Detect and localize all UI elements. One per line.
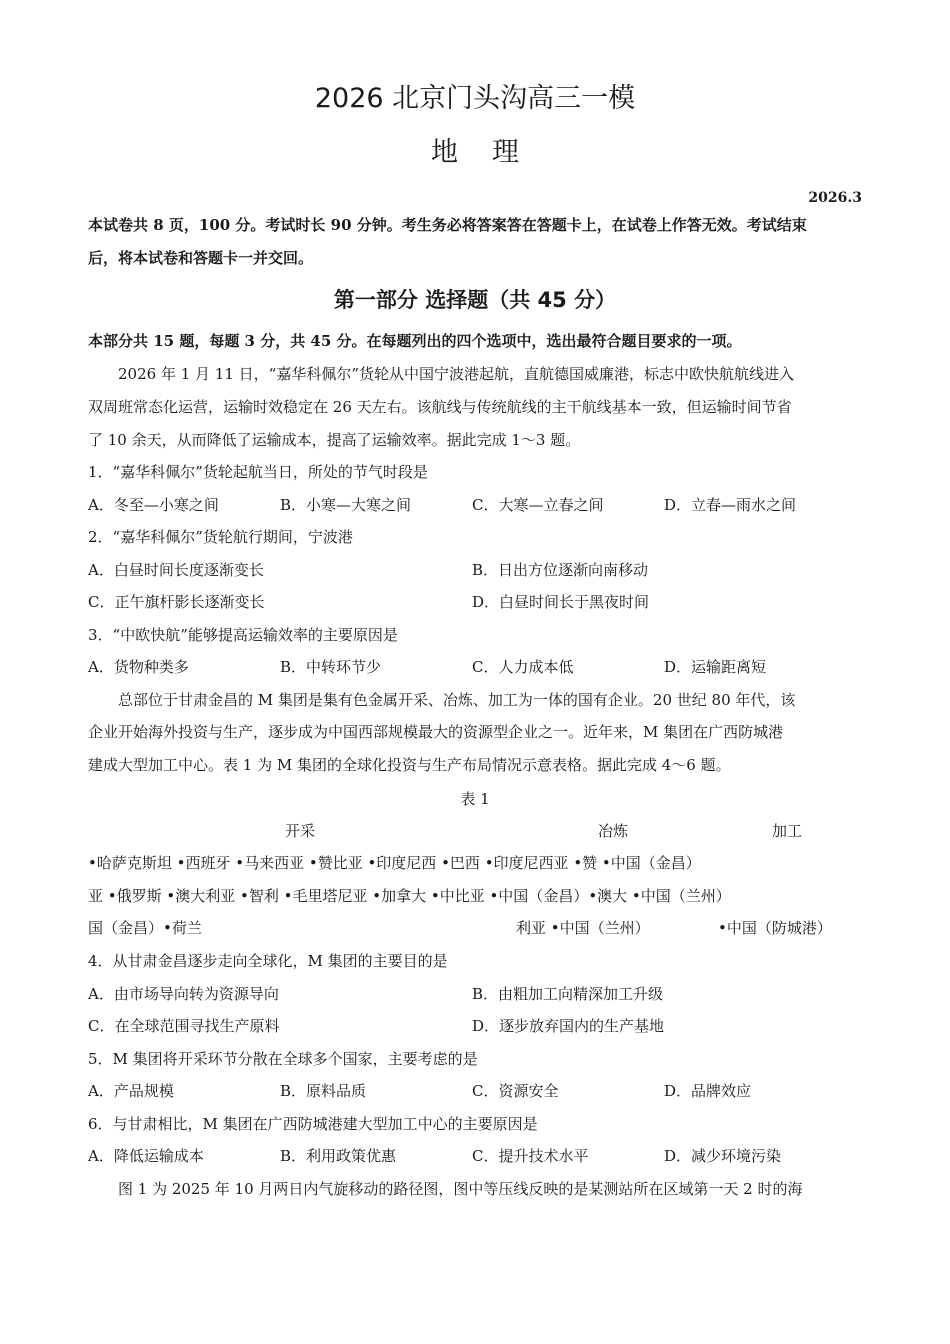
section-title: 第一部分 选择题（共 45 分） <box>333 288 617 312</box>
table-caption: 表 1 <box>460 790 490 808</box>
q5-option-b: B．原料品质 <box>280 1082 367 1100</box>
q1-option-c: C．大寒—立春之间 <box>472 496 604 514</box>
q4-option-d: D．逐步放弃国内的生产基地 <box>472 1017 665 1035</box>
q3-stem: 3．“中欧快航”能够提高运输效率的主要原因是 <box>88 626 398 644</box>
q6-option-b: B．利用政策优惠 <box>280 1147 397 1165</box>
table-header-processing: 加工 <box>772 822 803 840</box>
exam-date: 2026.3 <box>808 190 862 206</box>
q4-stem: 4．从甘肃金昌逐步走向全球化，M 集团的主要目的是 <box>88 952 448 970</box>
passage3-line-1: 图 1 为 2025 年 10 月两日内气旋移动的路径图，图中等压线反映的是某测站所在区域第一天 2 时的海 <box>118 1180 803 1198</box>
q4-option-b: B．由粗加工向精深加工升级 <box>472 985 664 1003</box>
section-instruction: 本部分共 15 题，每题 3 分，共 45 分。在每题列出的四个选项中，选出最符合题目要求的一项。 <box>88 332 742 350</box>
q6-stem: 6．与甘肃相比，M 集团在广西防城港建大型加工中心的主要原因是 <box>88 1115 538 1133</box>
q2-stem: 2．“嘉华科佩尔”货轮航行期间，宁波港 <box>88 528 353 546</box>
passage1-line-3: 了 10 余天，从而降低了运输成本，提高了运输效率。据此完成 1～3 题。 <box>88 431 581 449</box>
table-row-3-processing: •中国（防城港） <box>718 919 832 937</box>
intro-line-1: 本试卷共 8 页，100 分。考试时长 90 分钟。考生务必将答案答在答题卡上，在试卷上作答无效。考试结束 <box>88 216 807 234</box>
intro-line-2: 后，将本试卷和答题卡一并交回。 <box>88 249 314 267</box>
table-row-2: 亚 •俄罗斯 •澳大利亚 •智利 •毛里塔尼亚 •加拿大 •中比亚 •中国（金昌）•澳大 •中国（兰州） <box>88 887 731 905</box>
q2-option-b: B．日出方位逐渐向南移动 <box>472 561 649 579</box>
q4-option-a: A．由市场导向转为资源导向 <box>88 985 279 1003</box>
passage2-line-1: 总部位于甘肃金昌的 M 集团是集有色金属开采、冶炼、加工为一体的国有企业。20 世纪 80 年代，该 <box>118 691 796 709</box>
q2-option-d: D．白昼时间长于黑夜时间 <box>472 593 650 611</box>
q3-option-b: B．中转环节少 <box>280 658 382 676</box>
passage2-line-3: 建成大型加工中心。表 1 为 M 集团的全球化投资与生产布局情况示意表格。据此完成 4～6 题。 <box>88 756 731 774</box>
q2-option-a: A．白昼时间长度逐渐变长 <box>88 561 264 579</box>
q1-option-d: D．立春—雨水之间 <box>664 496 797 514</box>
q5-option-d: D．品牌效应 <box>664 1082 752 1100</box>
q6-option-c: C．提升技术水平 <box>472 1147 589 1165</box>
q3-option-d: D．运输距离短 <box>664 658 767 676</box>
q1-option-a: A．冬至—小寒之间 <box>88 496 219 514</box>
q6-option-d: D．减少环境污染 <box>664 1147 782 1165</box>
table-row-3-smelting: 利亚 •中国（兰州） <box>516 919 650 937</box>
table-header-smelting: 冶炼 <box>598 822 629 840</box>
q2-option-c: C．正午旗杆影长逐渐变长 <box>88 593 265 611</box>
q6-option-a: A．降低运输成本 <box>88 1147 204 1165</box>
q4-option-c: C．在全球范围寻找生产原料 <box>88 1017 280 1035</box>
q5-option-a: A．产品规模 <box>88 1082 174 1100</box>
exam-title: 2026 北京门头沟高三一模 <box>314 83 636 114</box>
table-header-mining: 开采 <box>285 822 316 840</box>
q3-option-a: A．货物种类多 <box>88 658 189 676</box>
passage2-line-2: 企业开始海外投资与生产，逐步成为中国西部规模最大的资源型企业之一。近年来，M 集团在广西防城港 <box>88 723 784 741</box>
table-row-1: •哈萨克斯坦 •西班牙 •马来西亚 •赞比亚 •印度尼西 •巴西 •印度尼西亚 •赞 •中国（金昌） <box>88 854 701 872</box>
passage1-line-2: 双周班常态化运营，运输时效稳定在 26 天左右。该航线与传统航线的主干航线基本一致，但运输时间节省 <box>88 398 792 416</box>
q5-option-c: C．资源安全 <box>472 1082 559 1100</box>
subject-title: 地理 <box>431 137 553 168</box>
q5-stem: 5．M 集团将开采环节分散在全球多个国家，主要考虑的是 <box>88 1050 478 1068</box>
table-row-3-mining: 国（金昌）•荷兰 <box>88 919 202 937</box>
passage1-line-1: 2026 年 1 月 11 日，“嘉华科佩尔”货轮从中国宁波港起航，直航德国威廉港，标志中欧快航航线进入 <box>118 365 794 383</box>
q3-option-c: C．人力成本低 <box>472 658 574 676</box>
q1-option-b: B．小寒—大寒之间 <box>280 496 412 514</box>
q1-stem: 1．“嘉华科佩尔”货轮起航当日，所处的节气时段是 <box>88 463 428 481</box>
